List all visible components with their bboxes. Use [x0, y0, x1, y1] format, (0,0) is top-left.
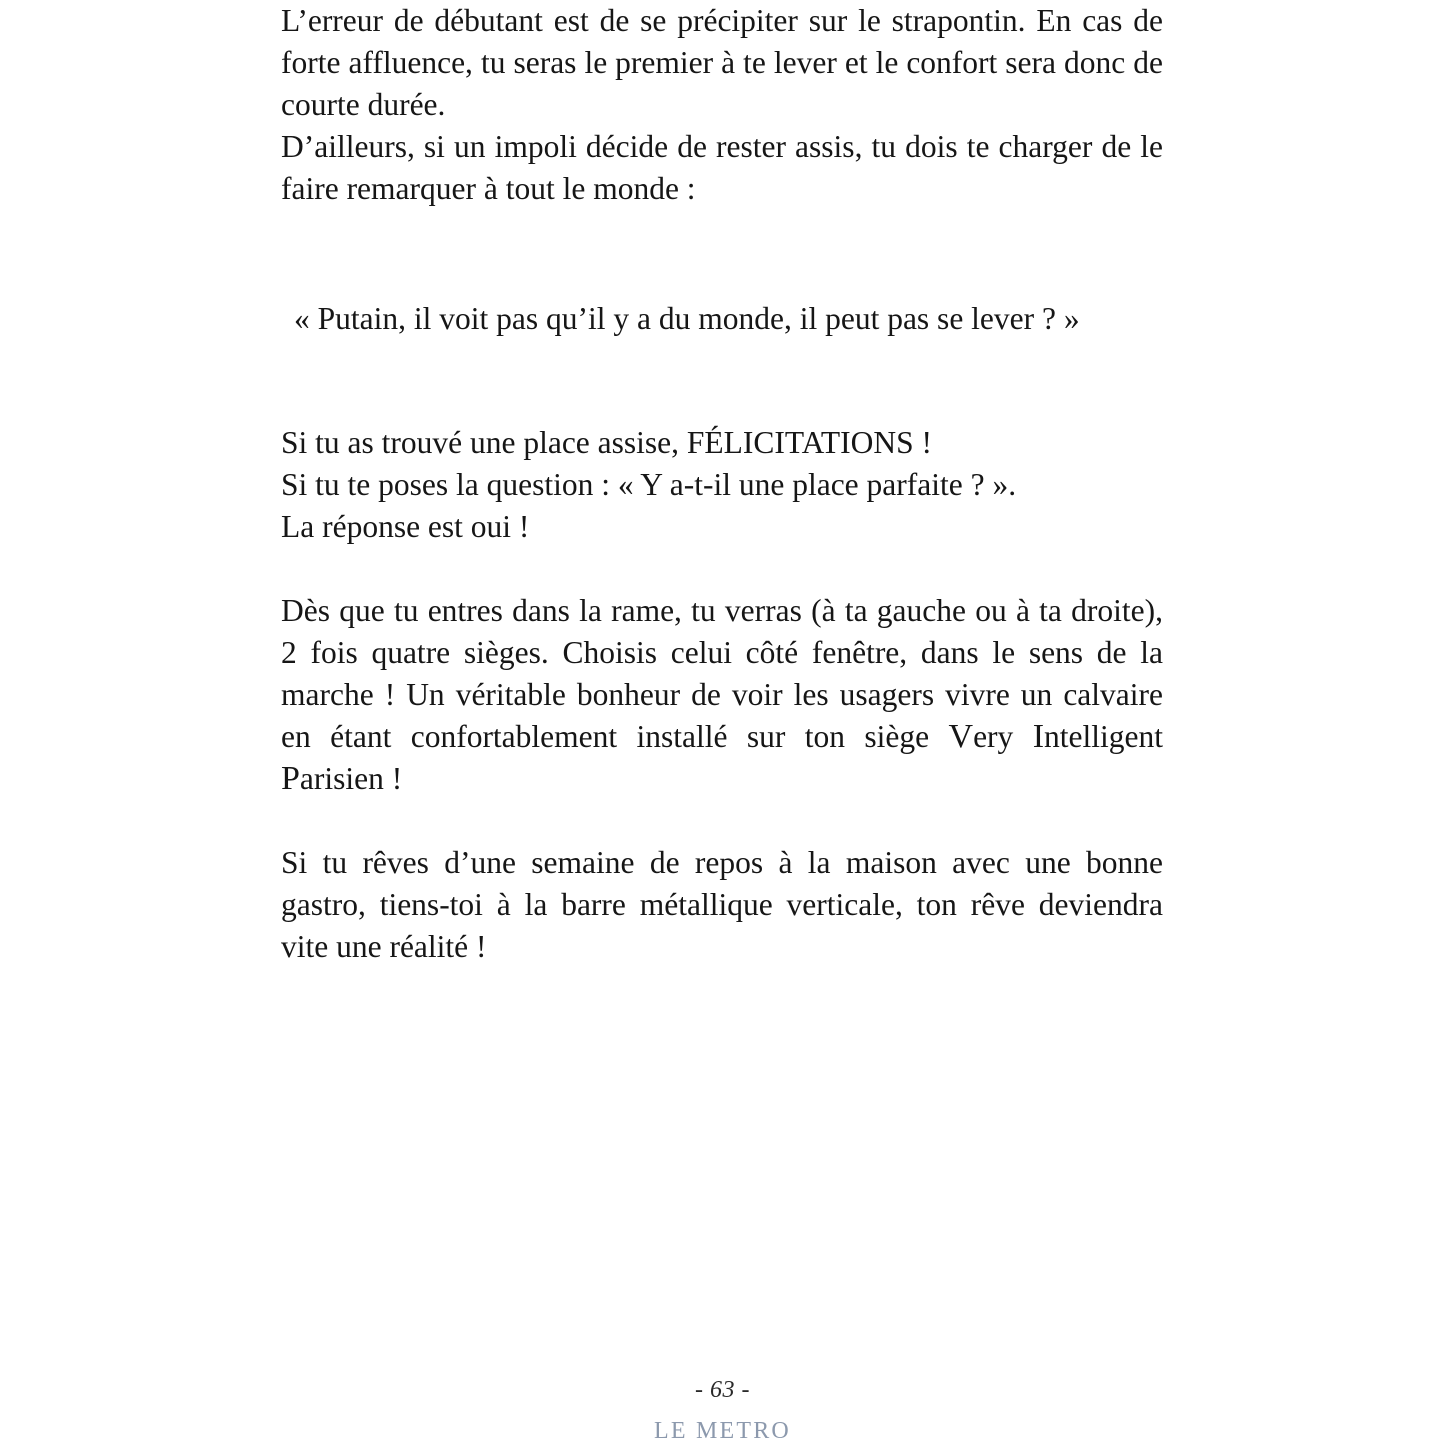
paragraph-gastro: Si tu rêves d’une semaine de repos à la maison avec une bonne gastro, tiens-toi à la barre métallique verticale, ton rêve deviendra vite une réalité !	[281, 845, 1163, 964]
paragraph-sieges	[281, 590, 1163, 800]
initial-p: P	[281, 760, 300, 797]
word-ery: ery	[973, 719, 1033, 754]
initial-v: V	[948, 718, 974, 755]
line-reponse-oui: La réponse est oui !	[281, 509, 530, 544]
line-question-place-parfaite: Si tu te poses la question : « Y a-t-il une place parfaite ? ».	[281, 467, 1017, 502]
running-title: LE METRO	[654, 1418, 791, 1444]
page-footer	[0, 1377, 1445, 1445]
spacer	[281, 252, 1163, 292]
initial-i: I	[1032, 718, 1045, 755]
paragraph-impoli: D’ailleurs, si un impoli décide de rester assis, tu dois te charger de le faire remarquer à tout le monde :	[281, 129, 1163, 206]
spacer	[281, 340, 1163, 382]
page-text-column	[281, 0, 1163, 968]
word-ntelligent: ntelligent	[1044, 719, 1163, 754]
word-arisien: arisien !	[299, 761, 403, 796]
page-number: - 63 -	[695, 1377, 750, 1403]
spacer	[281, 210, 1163, 252]
pull-quote: « Putain, il voit pas qu’il y a du monde, il peut pas se lever ? »	[294, 301, 1080, 336]
paragraph-sieges-text: Dès que tu entres dans la rame, tu verras (à ta gauche ou à ta droite), 2 fois quatre sièges. Choisis celui côté fenêtre, dans le sens de la marche ! Un véritable bonheur de voir les usagers vivre un calvaire en étant confortablement installé sur ton siège	[281, 593, 1163, 754]
line-felicitations: Si tu as trouvé une place assise, FÉLICITATIONS !	[281, 425, 932, 460]
spacer	[281, 548, 1163, 590]
spacer	[281, 382, 1163, 422]
spacer	[281, 800, 1163, 842]
paragraph-strapontin: L’erreur de débutant est de se précipiter sur le strapontin. En cas de forte affluence, tu seras le premier à te lever et le confort sera donc de courte durée.	[281, 3, 1163, 122]
